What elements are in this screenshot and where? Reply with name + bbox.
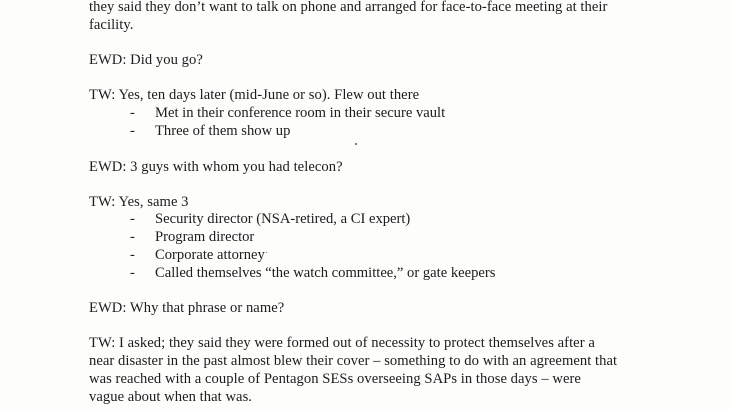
bullet-marker: - xyxy=(130,265,135,281)
bullet-item xyxy=(130,122,290,140)
bullet-text: Three of them show up xyxy=(155,123,291,139)
answer-line: TW: Yes, ten days later (mid-June or so). Flew out there xyxy=(89,87,420,103)
bullet-text: Program director xyxy=(155,229,255,245)
bullet-text: Called themselves “the watch committee,” or gate keepers xyxy=(155,265,496,281)
scan-speck xyxy=(266,252,267,253)
bullet-marker: - xyxy=(130,229,135,245)
paragraph-line: facility. xyxy=(89,17,134,33)
paragraph-line: they said they don’t want to talk on phone and arranged for face-to-face meeting at their xyxy=(89,0,608,15)
bullet-item xyxy=(130,246,265,264)
question-line: EWD: 3 guys with whom you had telecon? xyxy=(89,159,343,175)
question-line: EWD: Did you go? xyxy=(89,52,203,68)
bullet-item xyxy=(130,228,254,246)
bullet-item xyxy=(130,104,445,122)
answer-line: TW: Yes, same 3 xyxy=(89,194,189,210)
answer-line: near disaster in the past almost blew their cover – something to do with an agreement that xyxy=(89,353,618,369)
scan-speck xyxy=(355,143,357,145)
answer-line: was reached with a couple of Pentagon SESs overseeing SAPs in those days – were xyxy=(89,371,581,387)
bullet-marker: - xyxy=(130,211,135,227)
answer-line: vague about when that was. xyxy=(89,389,252,405)
bullet-item xyxy=(130,264,495,282)
bullet-text: Corporate attorney xyxy=(155,247,265,263)
bullet-item xyxy=(130,210,410,228)
bullet-text: Met in their conference room in their secure vault xyxy=(155,105,446,121)
answer-line: TW: I asked; they said they were formed out of necessity to protect themselves after a xyxy=(89,335,595,351)
bullet-marker: - xyxy=(130,247,135,263)
bullet-marker: - xyxy=(130,123,135,139)
bullet-marker: - xyxy=(130,105,135,121)
question-line: EWD: Why that phrase or name? xyxy=(89,300,285,316)
bullet-text: Security director (NSA-retired, a CI expert) xyxy=(155,211,411,227)
